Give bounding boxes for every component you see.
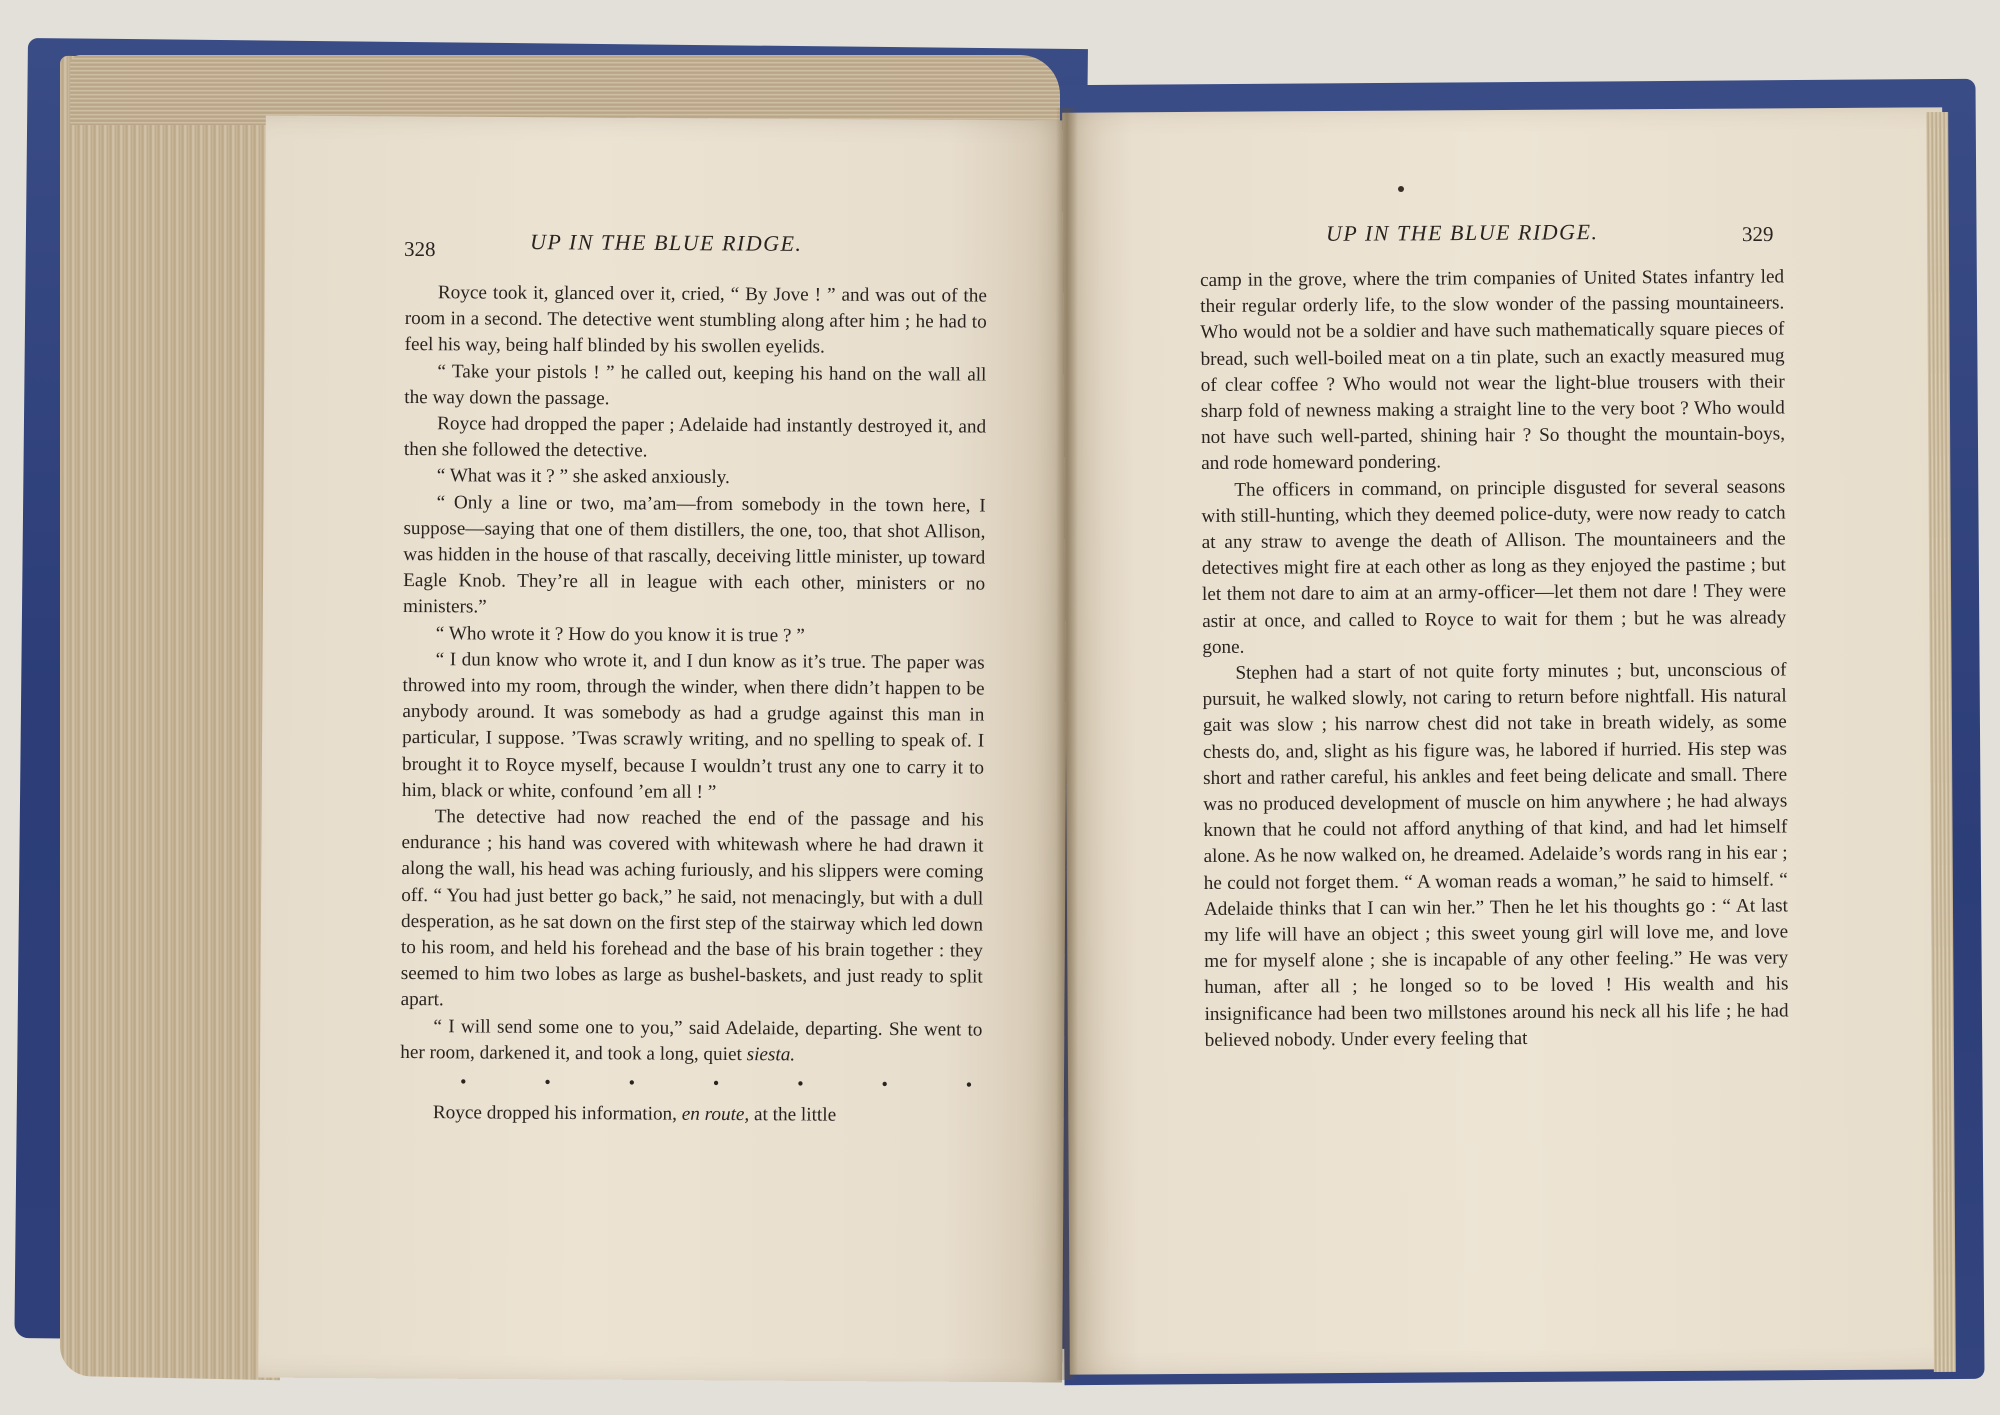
- section-dot: •: [797, 1073, 804, 1094]
- page-edges-top: [70, 55, 1060, 125]
- page-edges: [60, 56, 280, 1381]
- right-paragraph: Stephen had a start of not quite forty minutes ; but, unconscious of pursuit, he walked slowly, not caring to return before nightfall. His natural gait was slow ; his narrow chest did not take in breath widely, as some chests do, and, slight as his figure was, he labored if hurried. His step was short and rather careful, his ankles and feet being delicate and small. There was no produced development of muscle on him anywhere ; he had always known that he could not afford anything of that kind, and had let himself alone. As he now walked on, he dreamed. Adelaide’s words rang in his ear ; he could not forget them. “ A woman reads a woman,” he said to himself. “ Adelaide thinks that I can win her.” Then he let his thoughts go : “ At last my life will have an object ; this sweet young girl will love me, and love me for myself alone ; she is incapable of any other feeling.” He was very human, after all ; he longed so to be loved ! His wealth and his insignificance had been two millstones around his neck all his life ; he had believed nobody. Under every feeling that: [1202, 659, 1789, 1051]
- section-dot: •: [965, 1074, 973, 1095]
- section-dot: •: [712, 1072, 720, 1094]
- left-paragraph: “ Only a line or two, ma’am—from somebody in the town here, I suppose—saying that one of them distillers, the one, too, that shot Allison, was hidden in the house of that rascally, deceiving little minister, up toward Eagle Knob. They’re all in league with each other, ministers or no ministers.”: [402, 491, 986, 618]
- left-paragraph: “ Take your pistols ! ” he called out, keeping his hand on the wall all the way down the passage.: [404, 360, 987, 410]
- section-dot: •: [628, 1072, 636, 1093]
- en-route-italic: en route,: [681, 1103, 750, 1126]
- right-paragraph: camp in the grove, where the trim companies of United States infantry led their regular orderly life, to the slow wonder of the passing mountaineers. Who would not be a soldier and have such mathematically square pieces of bread, such well-boiled meat on a tin plate, such an exactly measured mug of clear coffee ? Who would not wear the light-blue trousers with their sharp fold of newness making a straight line to the very boot ? Who would not have such well-parted, shining hair ? So thought the mountain-boys, and rode homeward pondering.: [1200, 266, 1786, 475]
- section-dot: •: [544, 1071, 551, 1092]
- right-page-number: 329: [1741, 221, 1774, 247]
- left-last-line-start: Royce dropped his information,: [432, 1102, 678, 1125]
- left-paragraph: “ What was it ? ” she asked anxiously.: [436, 465, 730, 489]
- section-dot: •: [460, 1071, 467, 1092]
- left-paragraph: The detective had now reached the end of the passage and his endurance ; his hand was covered with whitewash where he had drawn it along the wall, his head was aching furiously, and his slippers were coming off. “ You had just better go back,” he said, not menacingly, but with a dull desperation, as he sat down on the first step of the stairway which led down to his room, and held his forehead and the base of his brain together : they seemed to him two lobes as large as bushel-baskets, and just ready to split apart.: [400, 806, 984, 1011]
- right-running-head: UP IN THE BLUE RIDGE.: [1325, 219, 1599, 246]
- left-page-number: 328: [403, 236, 436, 262]
- section-break: [400, 1066, 982, 1104]
- left-paragraph: Royce had dropped the paper ; Adelaide had instantly destroyed it, and then she followed the detective.: [403, 413, 987, 462]
- left-paragraph: [400, 1014, 982, 1070]
- siesta-word: siesta.: [746, 1043, 796, 1066]
- right-paragraph: The officers in command, on principle disgusted for several seasons with still-hunting, which they deemed police-duty, were now ready to catch at any straw to avenge the death of Allison. The mountaineers and the detectives might fire at each other as long as they enjoyed the pastime ; but let them not dare to aim at an army-officer—let them not dare ! They were astir at once, and called to Royce to wait for them ; but he was already gone.: [1201, 476, 1787, 658]
- left-paragraph: Royce took it, glanced over it, cried, “ By Jove ! ” and was out of the room in a second. The detective went stumbling along after him ; he had to feel his way, being half blinded by his swollen eyelids.: [404, 282, 987, 358]
- left-paragraph-text: “ I will send some one to you,” said Adelaide, departing. She went to her room, darkened it, and took a long, quiet: [400, 1015, 983, 1065]
- section-dot: •: [881, 1074, 888, 1095]
- left-last-line-end: at the little: [753, 1104, 837, 1126]
- ink-mark: [1398, 186, 1404, 192]
- left-paragraph: “ I dun know who wrote it, and I dun know as it’s true. The paper was throwed into my room, through the winder, when there didn’t happen to be anybody around. It was somebody as had a grudge against this man in particular, I suppose. ’Twas scrawly writing, and no spelling to speak of. I brought it to Royce myself, because I wouldn’t trust any one to carry it to him, black or white, confound ’em all ! ”: [401, 649, 985, 803]
- left-last-line: [400, 1100, 982, 1130]
- right-page-body: [1200, 264, 1789, 1054]
- left-running-head: UP IN THE BLUE RIDGE.: [529, 229, 803, 256]
- book-gutter: [1056, 108, 1078, 1380]
- left-paragraph: “ Who wrote it ? How do you know it is true ? ”: [435, 622, 805, 647]
- left-page-body: [400, 280, 987, 1130]
